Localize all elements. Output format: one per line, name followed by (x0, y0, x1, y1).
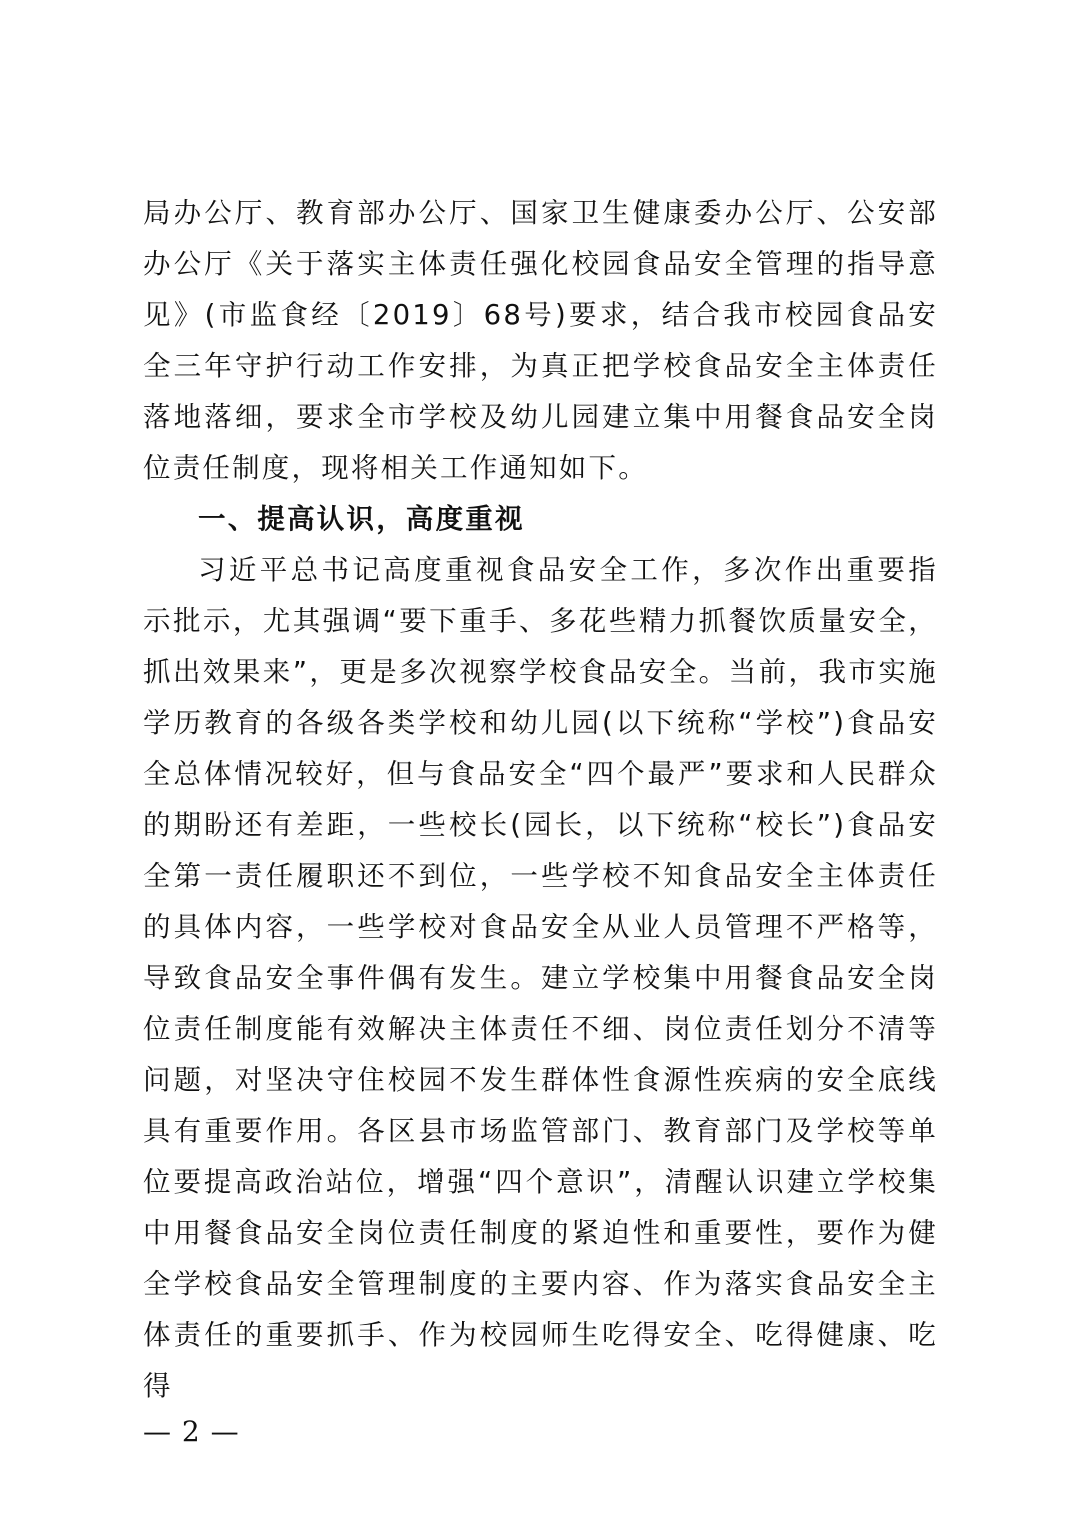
page-number: — 2 — (143, 1415, 240, 1448)
paragraph-continuation: 局办公厅、教育部办公厅、国家卫生健康委办公厅、公安部办公厅《关于落实主体责任强化校园食品安全管理的指导意见》(市监食经〔2019〕68号)要求，结合我市校园食品安全三年守护行动工作安排，为真正把学校食品安全主体责任落地落细，要求全市学校及幼儿园建立集中用餐食品安全岗位责任制度，现将相关工作通知如下。 (143, 197, 938, 484)
document-body (143, 188, 938, 1412)
paragraph-body: 习近平总书记高度重视食品安全工作，多次作出重要指示批示，尤其强调“要下重手、多花些精力抓餐饮质量安全，抓出效果来”，更是多次视察学校食品安全。当前，我市实施学历教育的各级各类学校和幼儿园(以下统称“学校”)食品安全总体情况较好，但与食品安全“四个最严”要求和人民群众的期盼还有差距，一些校长(园长，以下统称“校长”)食品安全第一责任履职还不到位，一些学校不知食品安全主体责任的具体内容，一些学校对食品安全从业人员管理不严格等，导致食品安全事件偶有发生。建立学校集中用餐食品安全岗位责任制度能有效解决主体责任不细、岗位责任划分不清等问题，对坚决守住校园不发生群体性食源性疾病的安全底线具有重要作用。各区县市场监管部门、教育部门及学校等单位要提高政治站位，增强“四个意识”，清醒认识建立学校集中用餐食品安全岗位责任制度的紧迫性和重要性，要作为健全学校食品安全管理制度的主要内容、作为落实食品安全主体责任的重要抓手、作为校园师生吃得安全、吃得健康、吃得 (143, 554, 938, 1402)
section-heading: 一、提高认识，高度重视 (198, 503, 525, 535)
